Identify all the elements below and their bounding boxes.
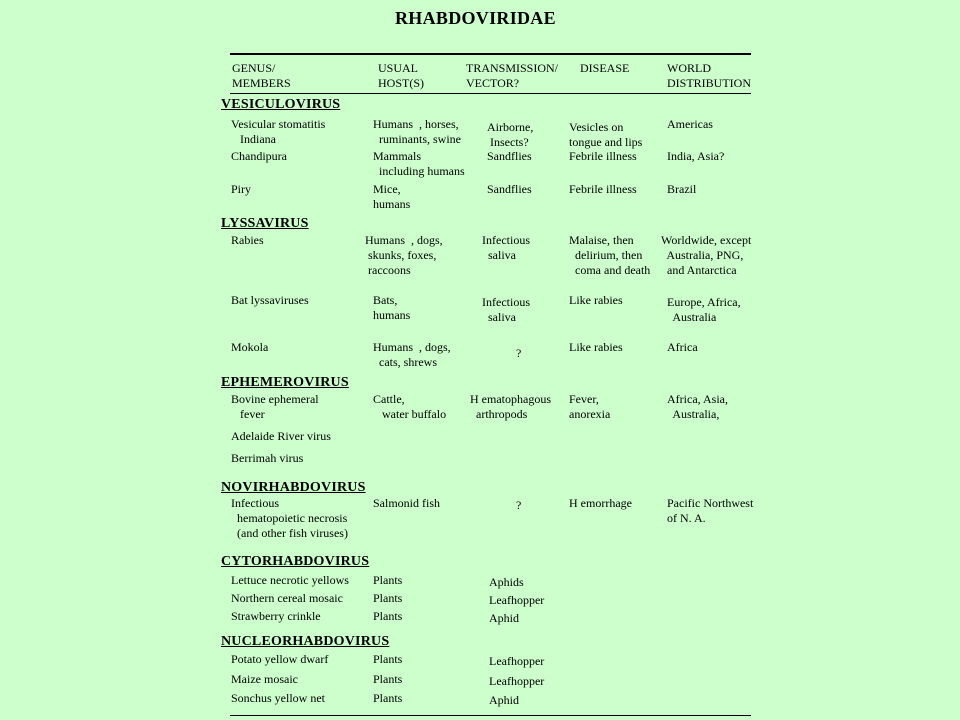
header-transmission-line: TRANSMISSION/ bbox=[466, 61, 559, 75]
cell-member-line: Infectious bbox=[231, 496, 279, 510]
cell-host-line: humans bbox=[373, 308, 411, 322]
cell-member-line: hematopoietic necrosis bbox=[231, 511, 348, 525]
header-genus bbox=[232, 61, 291, 91]
cell-vector bbox=[489, 693, 519, 708]
cell-member-line: Piry bbox=[231, 182, 252, 196]
header-host-line: HOST(S) bbox=[378, 76, 425, 90]
header-distribution-line: DISTRIBUTION bbox=[667, 76, 751, 90]
cell-host bbox=[373, 573, 402, 588]
cell-distribution-line: Africa bbox=[667, 340, 698, 354]
cell-host-line: ruminants, swine bbox=[373, 132, 461, 146]
cell-host-line: Plants bbox=[373, 652, 403, 666]
cell-disease-line: tongue and lips bbox=[569, 135, 643, 149]
header-distribution-line: WORLD bbox=[667, 61, 711, 75]
cell-member-line: fever bbox=[231, 407, 265, 421]
cell-distribution-line: India, Asia? bbox=[667, 149, 725, 163]
cell-host-line: Plants bbox=[373, 573, 403, 587]
cell-member-line: Chandipura bbox=[231, 149, 287, 163]
cell-host bbox=[373, 591, 402, 606]
cell-host bbox=[373, 182, 410, 212]
cell-distribution-line: and Antarctica bbox=[661, 263, 737, 277]
cell-host-line: Humans , dogs, bbox=[365, 233, 443, 247]
cell-vector bbox=[482, 233, 530, 263]
cell-distribution-line: Pacific Northwest bbox=[667, 496, 754, 510]
cell-vector-line: Aphid bbox=[489, 693, 519, 707]
cell-member-line: Northern cereal mosaic bbox=[231, 591, 343, 605]
cell-member bbox=[231, 496, 348, 541]
cell-host-line: skunks, foxes, bbox=[365, 248, 437, 262]
cell-disease-line: Febrile illness bbox=[569, 149, 637, 163]
cell-member-line: Potato yellow dwarf bbox=[231, 652, 329, 666]
cell-host-line: Salmonid fish bbox=[373, 496, 441, 510]
cell-vector-line: ? bbox=[516, 498, 522, 512]
cell-member bbox=[231, 691, 325, 706]
cell-host-line: Cattle, bbox=[373, 392, 405, 406]
header-disease-line: DISEASE bbox=[580, 61, 630, 75]
cell-distribution bbox=[661, 233, 751, 278]
cell-vector-line: Infectious bbox=[482, 295, 530, 309]
cell-host-line: raccoons bbox=[365, 263, 411, 277]
cell-disease-line: Vesicles on bbox=[569, 120, 624, 134]
cell-disease bbox=[569, 233, 650, 278]
cell-host-line: Bats, bbox=[373, 293, 398, 307]
cell-vector-line: arthropods bbox=[470, 407, 528, 421]
cell-vector bbox=[516, 346, 521, 361]
cell-disease bbox=[569, 149, 637, 164]
cell-distribution-line: Europe, Africa, bbox=[667, 295, 741, 309]
cell-host-line: cats, shrews bbox=[373, 355, 437, 369]
cell-member-line: (and other fish viruses) bbox=[231, 526, 348, 540]
cell-member bbox=[231, 591, 343, 606]
page-title: RHABDOVIRIDAE bbox=[395, 8, 556, 28]
genus-heading: VESICULOVIRUS bbox=[221, 97, 341, 112]
cell-host-line: Plants bbox=[373, 609, 403, 623]
cell-vector-line: Leafhopper bbox=[489, 593, 545, 607]
cell-member-line: Rabies bbox=[231, 233, 264, 247]
cell-member-line: Bovine ephemeral bbox=[231, 392, 319, 406]
cell-member bbox=[231, 573, 349, 588]
cell-vector bbox=[489, 611, 519, 626]
cell-host bbox=[373, 149, 465, 179]
cell-host bbox=[373, 691, 402, 706]
cell-host bbox=[373, 609, 402, 624]
cell-distribution bbox=[667, 295, 741, 325]
cell-disease bbox=[569, 496, 632, 511]
cell-disease-line: delirium, then bbox=[569, 248, 643, 262]
cell-host-line: humans bbox=[373, 197, 411, 211]
cell-vector bbox=[516, 498, 521, 513]
header-host bbox=[378, 61, 424, 91]
genus-heading: NOVIRHABDOVIRUS bbox=[221, 480, 366, 495]
cell-disease-line: Fever, bbox=[569, 392, 599, 406]
cell-distribution bbox=[667, 392, 728, 422]
genus-heading: EPHEMEROVIRUS bbox=[221, 375, 349, 390]
cell-vector-line: Leafhopper bbox=[489, 654, 545, 668]
cell-member bbox=[231, 117, 325, 147]
cell-vector-line: saliva bbox=[482, 310, 516, 324]
cell-distribution bbox=[667, 117, 713, 132]
cell-distribution-line: Australia, PNG, bbox=[661, 248, 744, 262]
cell-member bbox=[231, 340, 268, 355]
cell-member bbox=[231, 149, 287, 164]
cell-distribution bbox=[667, 182, 696, 197]
cell-vector-line: Sandflies bbox=[487, 182, 532, 196]
cell-host bbox=[373, 652, 402, 667]
cell-member-line: Indiana bbox=[231, 132, 276, 146]
cell-host-line: Plants bbox=[373, 591, 403, 605]
cell-host-line: Mammals bbox=[373, 149, 421, 163]
cell-vector bbox=[489, 674, 544, 689]
cell-host bbox=[373, 293, 410, 323]
cell-disease-line: Malaise, then bbox=[569, 233, 634, 247]
cell-host bbox=[373, 496, 440, 511]
cell-vector-line: saliva bbox=[482, 248, 516, 262]
header-host-line: USUAL bbox=[378, 61, 419, 75]
cell-host-line: Plants bbox=[373, 672, 403, 686]
cell-vector-line: Airborne, bbox=[487, 120, 534, 134]
cell-vector bbox=[482, 295, 530, 325]
cell-member bbox=[231, 182, 251, 197]
cell-vector-line: Aphids bbox=[489, 575, 524, 589]
cell-host bbox=[373, 672, 402, 687]
cell-distribution bbox=[667, 496, 753, 526]
cell-disease bbox=[569, 182, 637, 197]
header-genus-line: GENUS/ bbox=[232, 61, 276, 75]
cell-member-line: Bat lyssaviruses bbox=[231, 293, 309, 307]
cell-disease-line: anorexia bbox=[569, 407, 611, 421]
cell-member-line: Adelaide River virus bbox=[231, 429, 331, 443]
cell-host bbox=[373, 117, 461, 147]
cell-disease-line: Like rabies bbox=[569, 340, 623, 354]
cell-host bbox=[365, 233, 443, 278]
cell-member-line: Berrimah virus bbox=[231, 451, 304, 465]
cell-member bbox=[231, 451, 303, 466]
genus-heading: CYTORHABDOVIRUS bbox=[221, 554, 370, 569]
cell-host-line: Mice, bbox=[373, 182, 401, 196]
cell-disease-line: Febrile illness bbox=[569, 182, 637, 196]
cell-member bbox=[231, 652, 328, 667]
cell-vector bbox=[489, 654, 544, 669]
header-distribution bbox=[667, 61, 751, 91]
cell-vector-line: Leafhopper bbox=[489, 674, 545, 688]
cell-distribution-line: Americas bbox=[667, 117, 713, 131]
cell-disease-line: Like rabies bbox=[569, 293, 623, 307]
cell-vector bbox=[487, 149, 532, 164]
cell-member bbox=[231, 429, 331, 444]
cell-distribution-line: Australia, bbox=[667, 407, 720, 421]
cell-vector-line: Aphid bbox=[489, 611, 519, 625]
cell-member-line: Strawberry crinkle bbox=[231, 609, 321, 623]
cell-vector bbox=[489, 575, 524, 590]
cell-vector bbox=[487, 120, 533, 150]
cell-distribution-line: Worldwide, except bbox=[661, 233, 752, 247]
cell-vector-line: ? bbox=[516, 346, 522, 360]
cell-member bbox=[231, 609, 321, 624]
cell-vector-line: Sandflies bbox=[487, 149, 532, 163]
cell-host-line: water buffalo bbox=[373, 407, 447, 421]
cell-distribution-line: Australia bbox=[667, 310, 717, 324]
header-transmission-line: VECTOR? bbox=[466, 76, 520, 90]
cell-disease-line: coma and death bbox=[569, 263, 651, 277]
cell-disease bbox=[569, 120, 642, 150]
cell-distribution-line: Brazil bbox=[667, 182, 697, 196]
cell-host bbox=[373, 392, 446, 422]
genus-heading: LYSSAVIRUS bbox=[221, 216, 309, 231]
cell-vector-line: Infectious bbox=[482, 233, 530, 247]
cell-member bbox=[231, 233, 264, 248]
table-bottom-rule bbox=[230, 715, 751, 716]
cell-vector-line: Insects? bbox=[487, 135, 529, 149]
header-bottom-rule bbox=[230, 93, 751, 94]
cell-host-line: including humans bbox=[373, 164, 465, 178]
cell-disease bbox=[569, 392, 610, 422]
cell-distribution-line: of N. A. bbox=[667, 511, 706, 525]
cell-member bbox=[231, 392, 319, 422]
cell-member bbox=[231, 672, 298, 687]
cell-disease bbox=[569, 340, 623, 355]
cell-distribution bbox=[667, 149, 724, 164]
cell-member-line: Vesicular stomatitis bbox=[231, 117, 326, 131]
cell-vector bbox=[470, 392, 551, 422]
header-disease bbox=[580, 61, 629, 76]
cell-host-line: Plants bbox=[373, 691, 403, 705]
header-transmission bbox=[466, 61, 558, 91]
cell-disease bbox=[569, 293, 623, 308]
cell-vector bbox=[489, 593, 544, 608]
cell-host-line: Humans , dogs, bbox=[373, 340, 451, 354]
cell-distribution-line: Africa, Asia, bbox=[667, 392, 728, 406]
cell-member-line: Maize mosaic bbox=[231, 672, 298, 686]
cell-vector-line: H ematophagous bbox=[470, 392, 551, 406]
cell-member-line: Sonchus yellow net bbox=[231, 691, 325, 705]
cell-member-line: Mokola bbox=[231, 340, 269, 354]
cell-member-line: Lettuce necrotic yellows bbox=[231, 573, 349, 587]
cell-distribution bbox=[667, 340, 698, 355]
header-genus-line: MEMBERS bbox=[232, 76, 291, 90]
header-top-rule bbox=[230, 53, 751, 55]
cell-host bbox=[373, 340, 451, 370]
cell-host-line: Humans , horses, bbox=[373, 117, 459, 131]
genus-heading: NUCLEORHABDOVIRUS bbox=[221, 634, 390, 649]
cell-vector bbox=[487, 182, 532, 197]
cell-member bbox=[231, 293, 309, 308]
cell-disease-line: H emorrhage bbox=[569, 496, 632, 510]
